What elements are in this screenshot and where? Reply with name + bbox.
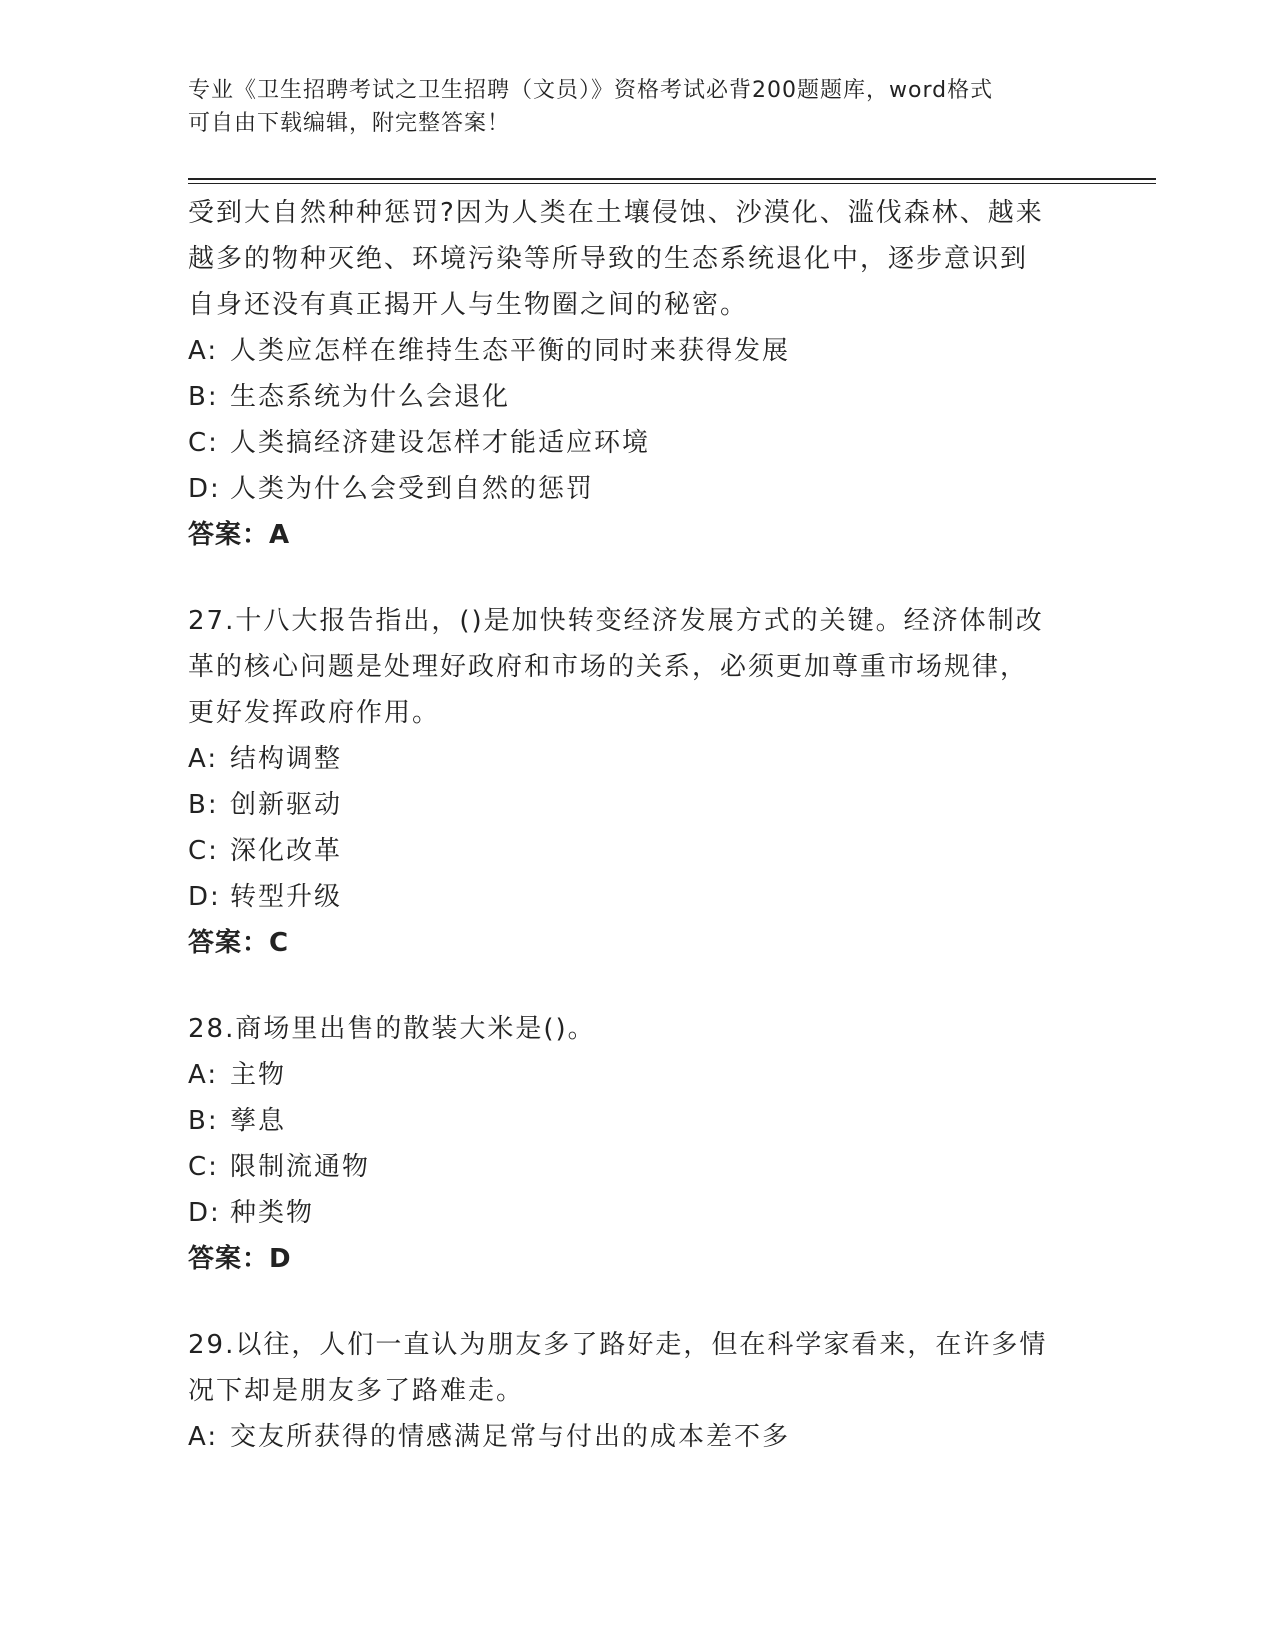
question-spacer — [188, 1282, 1088, 1322]
answer-label: 答案：A — [188, 520, 291, 550]
option-text: 结构调整 — [230, 744, 343, 774]
question-26 — [188, 190, 1088, 558]
question-text-line: 自身还没有真正揭开人与生物圈之间的秘密。 — [188, 290, 749, 320]
document-header — [188, 74, 1088, 140]
option-text: 人类应怎样在维持生态平衡的同时来获得发展 — [230, 336, 791, 366]
question-29 — [188, 1322, 1088, 1460]
option-text: 主物 — [230, 1060, 287, 1090]
question-text-line: 革的核心问题是处理好政府和市场的关系，必须更加尊重市场规律， — [188, 652, 1029, 682]
option-letter: B: — [188, 382, 219, 412]
question-text-line: 27.十八大报告指出，()是加快转变经济发展方式的关键。经济体制改 — [188, 606, 1044, 636]
option-text: 人类搞经济建设怎样才能适应环境 — [230, 428, 651, 458]
header-divider-thin — [188, 183, 1156, 184]
option-c — [188, 420, 1088, 466]
question-27 — [188, 598, 1088, 966]
option-c — [188, 828, 1088, 874]
option-letter: C: — [188, 836, 219, 866]
question-spacer — [188, 966, 1088, 1006]
option-text: 孳息 — [230, 1106, 287, 1136]
option-letter: B: — [188, 790, 219, 820]
option-text: 限制流通物 — [230, 1152, 371, 1182]
option-text: 创新驱动 — [230, 790, 343, 820]
header-title-line-2: 可自由下载编辑，附完整答案！ — [188, 111, 511, 136]
option-a — [188, 736, 1088, 782]
option-letter: A: — [188, 1060, 219, 1090]
option-b — [188, 1098, 1088, 1144]
option-d — [188, 466, 1088, 512]
option-d — [188, 1190, 1088, 1236]
question-text-line: 况下却是朋友多了路难走。 — [188, 1376, 525, 1406]
option-c — [188, 1144, 1088, 1190]
answer-label: 答案：C — [188, 928, 290, 958]
question-text-line: 28.商场里出售的散装大米是()。 — [188, 1014, 596, 1044]
option-letter: A: — [188, 1422, 219, 1452]
option-a — [188, 1052, 1088, 1098]
question-text-line: 更好发挥政府作用。 — [188, 698, 441, 728]
option-letter: D: — [188, 1198, 221, 1228]
option-a — [188, 1414, 1088, 1460]
option-letter: D: — [188, 882, 221, 912]
option-text: 转型升级 — [230, 882, 343, 912]
option-b — [188, 374, 1088, 420]
question-text-line: 29.以往，人们一直认为朋友多了路好走，但在科学家看来，在许多情 — [188, 1330, 1048, 1360]
header-title-line-1: 专业《卫生招聘考试之卫生招聘（文员）》资格考试必背200题题库，word格式 — [188, 78, 994, 103]
question-text-line: 越多的物种灭绝、环境污染等所导致的生态系统退化中，逐步意识到 — [188, 244, 1029, 274]
option-a — [188, 328, 1088, 374]
option-letter: A: — [188, 744, 219, 774]
option-letter: D: — [188, 474, 221, 504]
option-d — [188, 874, 1088, 920]
option-text: 交友所获得的情感满足常与付出的成本差不多 — [230, 1422, 791, 1452]
question-spacer — [188, 558, 1088, 598]
option-text: 生态系统为什么会退化 — [230, 382, 511, 412]
question-text-line: 受到大自然种种惩罚?因为人类在土壤侵蚀、沙漠化、滥伐森林、越来 — [188, 198, 1044, 228]
option-letter: C: — [188, 1152, 219, 1182]
answer-label: 答案：D — [188, 1244, 292, 1274]
option-letter: C: — [188, 428, 219, 458]
question-28 — [188, 1006, 1088, 1282]
header-divider-thick — [188, 178, 1156, 180]
option-letter: A: — [188, 336, 219, 366]
option-text: 种类物 — [230, 1198, 315, 1228]
option-text: 人类为什么会受到自然的惩罚 — [230, 474, 595, 504]
option-letter: B: — [188, 1106, 219, 1136]
option-b — [188, 782, 1088, 828]
question-list — [188, 190, 1088, 1460]
option-text: 深化改革 — [230, 836, 343, 866]
